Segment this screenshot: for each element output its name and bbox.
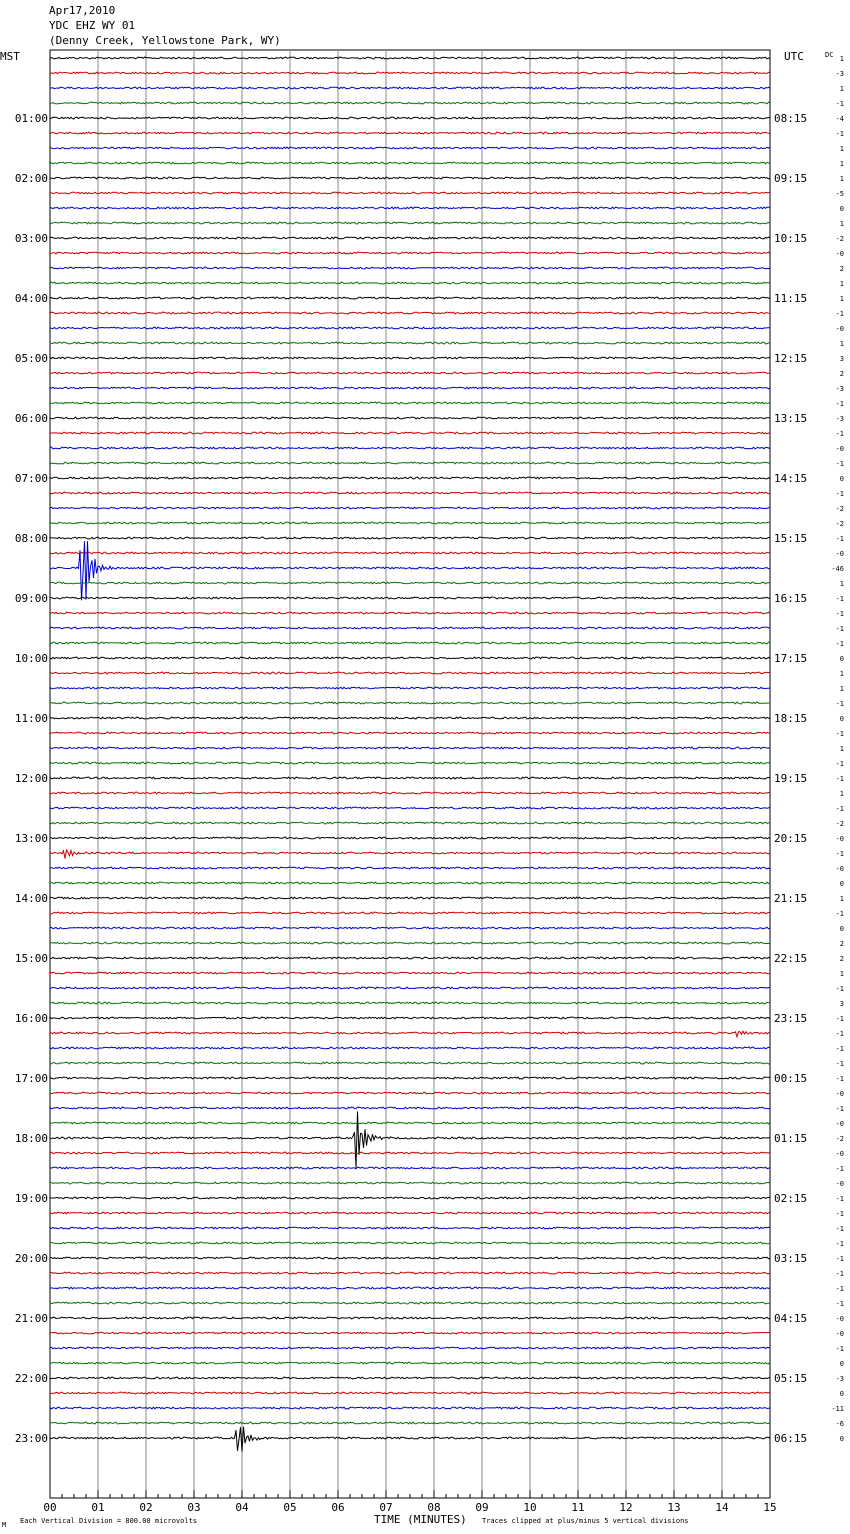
seismic-trace bbox=[50, 477, 770, 479]
dc-offset-label: 1 bbox=[839, 295, 844, 303]
seismic-trace bbox=[50, 850, 770, 859]
left-time-label: 07:00 bbox=[14, 472, 48, 485]
dc-offset-label: -1 bbox=[835, 775, 844, 783]
dc-offset-label: -2 bbox=[835, 820, 844, 828]
x-tick-label: 06 bbox=[331, 1501, 345, 1514]
dc-offset-label: 2 bbox=[839, 265, 844, 273]
seismic-trace bbox=[50, 507, 770, 509]
dc-offset-label: -1 bbox=[835, 1270, 844, 1278]
seismic-trace bbox=[50, 357, 770, 359]
seismic-trace bbox=[50, 117, 770, 119]
seismic-trace bbox=[50, 627, 770, 629]
dc-offset-label: -1 bbox=[835, 610, 844, 618]
seismic-trace bbox=[50, 282, 770, 284]
dc-offset-label: -0 bbox=[835, 550, 844, 558]
seismic-trace bbox=[50, 522, 770, 524]
dc-offset-label: -0 bbox=[835, 1090, 844, 1098]
dc-offset-label: -1 bbox=[835, 130, 844, 138]
seismic-trace bbox=[50, 1407, 770, 1409]
dc-offset-label: 0 bbox=[839, 1390, 844, 1398]
left-time-label: 11:00 bbox=[14, 712, 48, 725]
dc-offset-label: 1 bbox=[839, 790, 844, 798]
corner-mark: M bbox=[2, 1521, 7, 1529]
seismic-trace bbox=[50, 492, 770, 494]
x-tick-label: 03 bbox=[187, 1501, 201, 1514]
dc-offset-label: 0 bbox=[839, 655, 844, 663]
header-station: YDC EHZ WY 01 bbox=[49, 19, 136, 32]
dc-offset-label: -3 bbox=[835, 70, 844, 78]
right-time-label: 00:15 bbox=[774, 1072, 808, 1085]
dc-offset-label: 1 bbox=[839, 685, 844, 693]
dc-offset-label: -11 bbox=[831, 1405, 844, 1413]
seismic-trace bbox=[50, 222, 770, 224]
left-time-label: 08:00 bbox=[14, 532, 48, 545]
dc-offset-label: 1 bbox=[839, 340, 844, 348]
dc-offset-label: -0 bbox=[835, 1330, 844, 1338]
dc-offset-label: 1 bbox=[839, 220, 844, 228]
seismic-trace bbox=[50, 1112, 770, 1168]
seismic-trace bbox=[50, 1031, 770, 1037]
dc-offset-label: -1 bbox=[835, 625, 844, 633]
dc-offset-label: 1 bbox=[839, 55, 844, 63]
seismic-trace bbox=[50, 1152, 770, 1154]
seismic-trace bbox=[50, 312, 770, 314]
right-time-label: 09:15 bbox=[774, 172, 808, 185]
seismic-trace bbox=[50, 1422, 770, 1424]
seismic-trace bbox=[50, 132, 770, 134]
right-time-label: 22:15 bbox=[774, 952, 808, 965]
dc-offset-label: -1 bbox=[835, 1015, 844, 1023]
dc-offset-label: -0 bbox=[835, 835, 844, 843]
seismic-trace bbox=[50, 342, 770, 344]
seismic-trace bbox=[50, 1302, 770, 1304]
dc-offset-label: -1 bbox=[835, 640, 844, 648]
seismic-trace bbox=[50, 417, 770, 419]
seismic-trace bbox=[50, 462, 770, 464]
seismic-trace bbox=[50, 777, 770, 779]
seismic-trace bbox=[50, 252, 770, 254]
dc-offset-label: -1 bbox=[835, 1195, 844, 1203]
dc-offset-label: 0 bbox=[839, 715, 844, 723]
seismic-trace bbox=[50, 1242, 770, 1244]
seismic-trace bbox=[50, 807, 770, 809]
dc-offset-label: -1 bbox=[835, 310, 844, 318]
left-time-label: 20:00 bbox=[14, 1252, 48, 1265]
left-time-label: 10:00 bbox=[14, 652, 48, 665]
dc-label: DC bbox=[825, 51, 834, 59]
dc-offset-label: -0 bbox=[835, 1315, 844, 1323]
label-group bbox=[0, 50, 844, 1529]
dc-offset-label: -1 bbox=[835, 730, 844, 738]
right-time-label: 06:15 bbox=[774, 1432, 808, 1445]
seismic-trace bbox=[50, 1317, 770, 1319]
right-time-label: 02:15 bbox=[774, 1192, 808, 1205]
dc-offset-label: -1 bbox=[835, 1030, 844, 1038]
dc-offset-label: 2 bbox=[839, 370, 844, 378]
dc-offset-label: -4 bbox=[835, 115, 844, 123]
dc-offset-label: -0 bbox=[835, 250, 844, 258]
x-tick-label: 11 bbox=[571, 1501, 585, 1514]
seismic-trace bbox=[50, 957, 770, 959]
left-time-label: 12:00 bbox=[14, 772, 48, 785]
dc-offset-label: -1 bbox=[835, 1285, 844, 1293]
left-time-label: 22:00 bbox=[14, 1372, 48, 1385]
header-location: (Denny Creek, Yellowstone Park, WY) bbox=[49, 34, 281, 47]
seismic-trace bbox=[50, 987, 770, 989]
seismic-trace bbox=[50, 822, 770, 824]
dc-offset-label: -3 bbox=[835, 415, 844, 423]
seismic-trace bbox=[50, 912, 770, 914]
dc-offset-label: -1 bbox=[835, 100, 844, 108]
dc-offset-label: 0 bbox=[839, 925, 844, 933]
seismic-trace bbox=[50, 612, 770, 614]
dc-offset-label: 1 bbox=[839, 580, 844, 588]
dc-offset-label: 1 bbox=[839, 145, 844, 153]
dc-offset-label: 3 bbox=[839, 1000, 844, 1008]
left-time-label: 21:00 bbox=[14, 1312, 48, 1325]
left-time-label: 18:00 bbox=[14, 1132, 48, 1145]
dc-offset-label: -0 bbox=[835, 445, 844, 453]
seismic-trace bbox=[50, 1427, 770, 1452]
seismic-trace bbox=[50, 1122, 770, 1124]
left-time-label: 15:00 bbox=[14, 952, 48, 965]
dc-offset-label: -1 bbox=[835, 985, 844, 993]
dc-offset-label: -2 bbox=[835, 1135, 844, 1143]
left-time-label: 16:00 bbox=[14, 1012, 48, 1025]
dc-offset-label: 0 bbox=[839, 1360, 844, 1368]
dc-offset-label: -1 bbox=[835, 910, 844, 918]
x-axis bbox=[43, 1490, 776, 1514]
dc-offset-label: -1 bbox=[835, 1225, 844, 1233]
dc-offset-label: 2 bbox=[839, 940, 844, 948]
left-time-label: 01:00 bbox=[14, 112, 48, 125]
seismic-trace bbox=[50, 972, 770, 974]
x-tick-label: 12 bbox=[619, 1501, 633, 1514]
dc-offset-label: -46 bbox=[831, 565, 844, 573]
dc-offset-label: -1 bbox=[835, 805, 844, 813]
seismic-trace bbox=[50, 72, 770, 74]
dc-offset-label: 1 bbox=[839, 895, 844, 903]
dc-offset-label: -1 bbox=[835, 700, 844, 708]
seismic-trace bbox=[50, 867, 770, 869]
right-time-label: 20:15 bbox=[774, 832, 808, 845]
right-time-label: 12:15 bbox=[774, 352, 808, 365]
seismic-trace bbox=[50, 267, 770, 269]
dc-offset-label: -1 bbox=[835, 1105, 844, 1113]
right-time-label: 01:15 bbox=[774, 1132, 808, 1145]
seismic-trace bbox=[50, 1017, 770, 1019]
seismic-trace bbox=[50, 1107, 770, 1109]
dc-offset-label: -1 bbox=[835, 1240, 844, 1248]
seismic-trace bbox=[50, 942, 770, 944]
seismic-trace bbox=[50, 177, 770, 179]
left-timezone-label: MST bbox=[0, 50, 20, 63]
seismic-trace bbox=[50, 687, 770, 689]
dc-offset-label: -0 bbox=[835, 1150, 844, 1158]
seismic-trace bbox=[50, 387, 770, 389]
dc-offset-label: -1 bbox=[835, 490, 844, 498]
header-date: Apr17,2010 bbox=[49, 4, 116, 17]
dc-offset-label: 1 bbox=[839, 280, 844, 288]
dc-offset-label: -5 bbox=[835, 190, 844, 198]
x-tick-label: 15 bbox=[763, 1501, 777, 1514]
left-time-label: 19:00 bbox=[14, 1192, 48, 1205]
right-time-label: 14:15 bbox=[774, 472, 808, 485]
seismic-trace bbox=[50, 642, 770, 644]
seismic-trace bbox=[50, 1077, 770, 1079]
seismic-trace bbox=[50, 597, 770, 599]
dc-offset-label: -1 bbox=[835, 1045, 844, 1053]
seismic-trace bbox=[50, 717, 770, 719]
seismic-trace bbox=[50, 747, 770, 749]
seismic-trace bbox=[50, 1332, 770, 1334]
left-time-label: 02:00 bbox=[14, 172, 48, 185]
dc-offset-label: 0 bbox=[839, 1435, 844, 1443]
dc-offset-label: -0 bbox=[835, 865, 844, 873]
right-time-label: 03:15 bbox=[774, 1252, 808, 1265]
seismic-trace bbox=[50, 87, 770, 89]
seismic-trace bbox=[50, 882, 770, 884]
seismic-trace bbox=[50, 537, 770, 539]
seismic-trace bbox=[50, 702, 770, 704]
dc-offset-label: 1 bbox=[839, 970, 844, 978]
dc-offset-label: 1 bbox=[839, 160, 844, 168]
seismic-trace bbox=[50, 897, 770, 899]
seismic-trace bbox=[50, 927, 770, 929]
dc-offset-label: 1 bbox=[839, 745, 844, 753]
dc-offset-label: -1 bbox=[835, 430, 844, 438]
dc-offset-label: -1 bbox=[835, 400, 844, 408]
x-tick-label: 00 bbox=[43, 1501, 57, 1514]
seismic-trace bbox=[50, 657, 770, 659]
seismic-trace bbox=[50, 1002, 770, 1004]
seismic-trace bbox=[50, 552, 770, 554]
dc-offset-label: -0 bbox=[835, 1180, 844, 1188]
seismic-trace bbox=[50, 1062, 770, 1064]
seismic-trace bbox=[50, 147, 770, 149]
seismic-trace bbox=[50, 1047, 770, 1049]
seismic-trace bbox=[50, 102, 770, 104]
dc-offset-label: -1 bbox=[835, 850, 844, 858]
dc-offset-label: -3 bbox=[835, 385, 844, 393]
dc-offset-label: -2 bbox=[835, 235, 844, 243]
right-time-label: 15:15 bbox=[774, 532, 808, 545]
seismic-trace bbox=[50, 1182, 770, 1184]
left-time-label: 17:00 bbox=[14, 1072, 48, 1085]
seismic-trace bbox=[50, 297, 770, 299]
seismic-trace bbox=[50, 57, 770, 59]
seismic-trace bbox=[50, 237, 770, 239]
right-time-label: 08:15 bbox=[774, 112, 808, 125]
seismic-trace bbox=[50, 1362, 770, 1364]
seismic-trace bbox=[50, 1287, 770, 1289]
seismic-trace bbox=[50, 541, 770, 600]
seismic-trace bbox=[50, 327, 770, 329]
x-axis-title: TIME (MINUTES) bbox=[374, 1513, 467, 1526]
dc-offset-label: -1 bbox=[835, 535, 844, 543]
right-time-label: 18:15 bbox=[774, 712, 808, 725]
dc-offset-label: 1 bbox=[839, 85, 844, 93]
right-time-label: 23:15 bbox=[774, 1012, 808, 1025]
seismic-trace bbox=[50, 1167, 770, 1169]
dc-offset-label: 0 bbox=[839, 880, 844, 888]
dc-offset-label: 3 bbox=[839, 355, 844, 363]
dc-offset-label: -3 bbox=[835, 1375, 844, 1383]
seismic-trace bbox=[50, 192, 770, 194]
dc-offset-label: 0 bbox=[839, 475, 844, 483]
seismic-trace bbox=[50, 1377, 770, 1379]
right-time-label: 19:15 bbox=[774, 772, 808, 785]
dc-offset-label: -2 bbox=[835, 520, 844, 528]
right-time-label: 17:15 bbox=[774, 652, 808, 665]
seismic-trace bbox=[50, 1257, 770, 1259]
dc-offset-label: -1 bbox=[835, 1255, 844, 1263]
seismic-trace bbox=[50, 732, 770, 734]
left-time-label: 14:00 bbox=[14, 892, 48, 905]
x-tick-label: 04 bbox=[235, 1501, 249, 1514]
dc-offset-label: -1 bbox=[835, 1060, 844, 1068]
x-tick-label: 14 bbox=[715, 1501, 729, 1514]
dc-offset-label: -2 bbox=[835, 505, 844, 513]
right-time-label: 16:15 bbox=[774, 592, 808, 605]
clip-note: Traces clipped at plus/minus 5 vertical divisions bbox=[482, 1517, 689, 1525]
left-time-label: 09:00 bbox=[14, 592, 48, 605]
dc-offset-label: -6 bbox=[835, 1420, 844, 1428]
right-time-label: 04:15 bbox=[774, 1312, 808, 1325]
scale-note: Each Vertical Division = 800.00 microvolts bbox=[20, 1517, 198, 1525]
x-tick-label: 05 bbox=[283, 1501, 297, 1514]
dc-offset-label: -1 bbox=[835, 595, 844, 603]
dc-offset-label: 0 bbox=[839, 205, 844, 213]
dc-offset-label: -1 bbox=[835, 1300, 844, 1308]
seismic-trace bbox=[50, 1227, 770, 1229]
dc-offset-label: -1 bbox=[835, 1075, 844, 1083]
left-time-label: 23:00 bbox=[14, 1432, 48, 1445]
right-timezone-label: UTC bbox=[784, 50, 804, 63]
seismic-trace bbox=[50, 372, 770, 374]
seismic-trace bbox=[50, 1392, 770, 1394]
x-tick-label: 10 bbox=[523, 1501, 537, 1514]
seismic-trace bbox=[50, 207, 770, 209]
seismic-trace bbox=[50, 402, 770, 404]
dc-offset-label: -1 bbox=[835, 460, 844, 468]
dc-offset-label: 1 bbox=[839, 175, 844, 183]
x-tick-label: 09 bbox=[475, 1501, 489, 1514]
seismic-trace bbox=[50, 1092, 770, 1094]
dc-offset-label: -1 bbox=[835, 760, 844, 768]
seismic-trace bbox=[50, 447, 770, 449]
seismic-trace bbox=[50, 837, 770, 839]
left-time-label: 04:00 bbox=[14, 292, 48, 305]
left-time-label: 03:00 bbox=[14, 232, 48, 245]
trace-group bbox=[50, 57, 770, 1452]
left-time-label: 13:00 bbox=[14, 832, 48, 845]
x-tick-label: 13 bbox=[667, 1501, 681, 1514]
dc-offset-label: -0 bbox=[835, 325, 844, 333]
right-time-label: 13:15 bbox=[774, 412, 808, 425]
seismic-trace bbox=[50, 792, 770, 794]
dc-offset-label: 1 bbox=[839, 670, 844, 678]
x-tick-label: 07 bbox=[379, 1501, 393, 1514]
left-time-label: 05:00 bbox=[14, 352, 48, 365]
right-time-label: 10:15 bbox=[774, 232, 808, 245]
x-tick-label: 02 bbox=[139, 1501, 153, 1514]
left-time-label: 06:00 bbox=[14, 412, 48, 425]
seismic-trace bbox=[50, 1197, 770, 1199]
seismic-trace bbox=[50, 1212, 770, 1214]
dc-offset-label: -1 bbox=[835, 1165, 844, 1173]
seismic-trace bbox=[50, 582, 770, 584]
x-tick-label: 08 bbox=[427, 1501, 441, 1514]
seismic-trace bbox=[50, 432, 770, 434]
seismic-trace bbox=[50, 1272, 770, 1274]
dc-offset-label: -1 bbox=[835, 1345, 844, 1353]
seismic-trace bbox=[50, 762, 770, 764]
right-time-label: 21:15 bbox=[774, 892, 808, 905]
seismic-trace bbox=[50, 162, 770, 164]
right-time-label: 11:15 bbox=[774, 292, 808, 305]
dc-offset-label: -1 bbox=[835, 1210, 844, 1218]
x-tick-label: 01 bbox=[91, 1501, 105, 1514]
dc-offset-label: -0 bbox=[835, 1120, 844, 1128]
seismic-trace bbox=[50, 672, 770, 674]
dc-offset-label: 2 bbox=[839, 955, 844, 963]
seismic-trace bbox=[50, 1347, 770, 1349]
right-time-label: 05:15 bbox=[774, 1372, 808, 1385]
